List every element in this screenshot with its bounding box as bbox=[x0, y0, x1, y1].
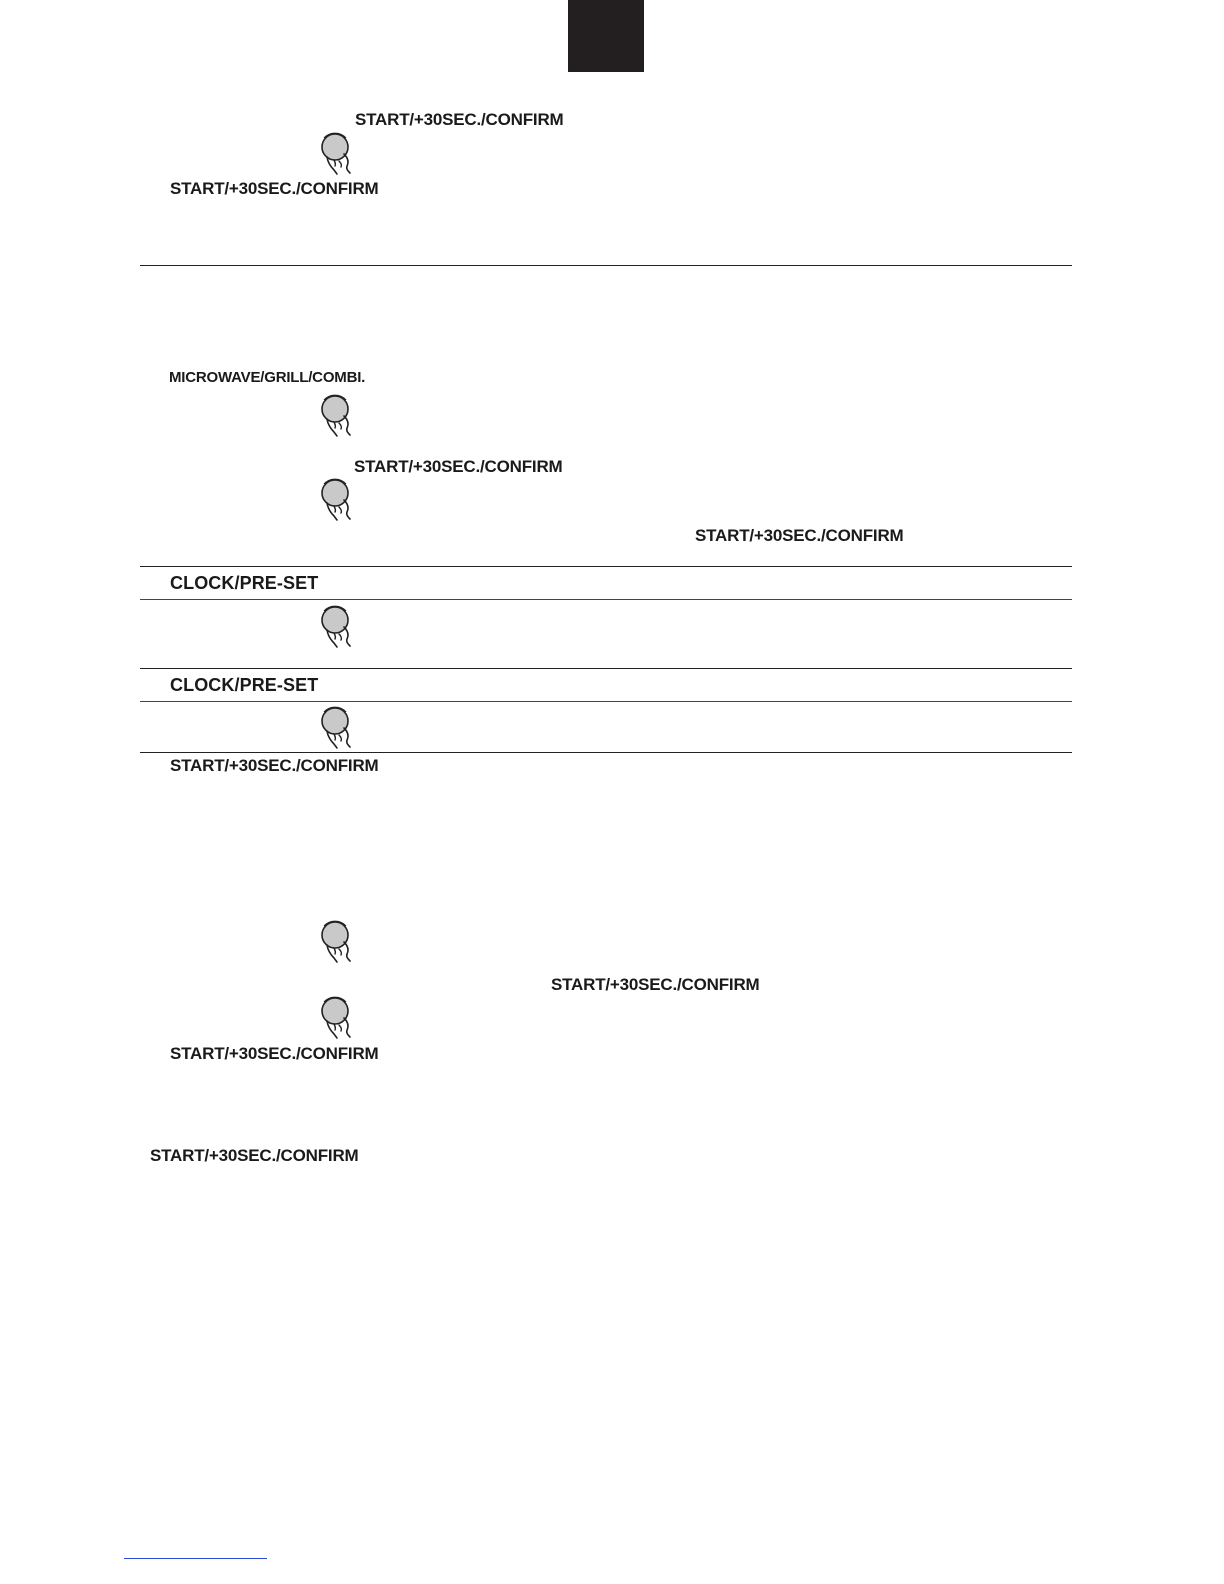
start-confirm-label: START/+30SEC./CONFIRM bbox=[354, 457, 563, 476]
start-confirm-label: START/+30SEC./CONFIRM bbox=[355, 110, 564, 129]
start-confirm-label: START/+30SEC./CONFIRM bbox=[170, 1044, 379, 1063]
section-divider bbox=[140, 265, 1072, 266]
start-confirm-label: START/+30SEC./CONFIRM bbox=[150, 1146, 359, 1165]
clock-preset-label: CLOCK/PRE-SET bbox=[170, 573, 319, 593]
turn-knob-icon bbox=[318, 704, 358, 750]
turn-knob-icon bbox=[318, 476, 358, 522]
page-tab-marker bbox=[568, 0, 644, 72]
section-divider bbox=[140, 566, 1072, 567]
turn-knob-icon bbox=[318, 130, 358, 176]
start-confirm-label: START/+30SEC./CONFIRM bbox=[170, 756, 379, 775]
section-divider bbox=[140, 752, 1072, 753]
turn-knob-icon bbox=[318, 392, 358, 438]
turn-knob-icon bbox=[318, 918, 358, 964]
start-confirm-label: START/+30SEC./CONFIRM bbox=[170, 179, 379, 198]
clock-preset-label: CLOCK/PRE-SET bbox=[170, 675, 319, 695]
start-confirm-label: START/+30SEC./CONFIRM bbox=[695, 526, 904, 545]
section-divider bbox=[140, 668, 1072, 669]
turn-knob-icon bbox=[318, 603, 358, 649]
row-divider bbox=[140, 701, 1072, 702]
footer-link-underline bbox=[124, 1558, 267, 1559]
turn-knob-icon bbox=[318, 994, 358, 1040]
start-confirm-label: START/+30SEC./CONFIRM bbox=[551, 975, 760, 994]
microwave-grill-combi-label: MICROWAVE/GRILL/COMBI. bbox=[169, 369, 366, 386]
row-divider bbox=[140, 599, 1072, 600]
